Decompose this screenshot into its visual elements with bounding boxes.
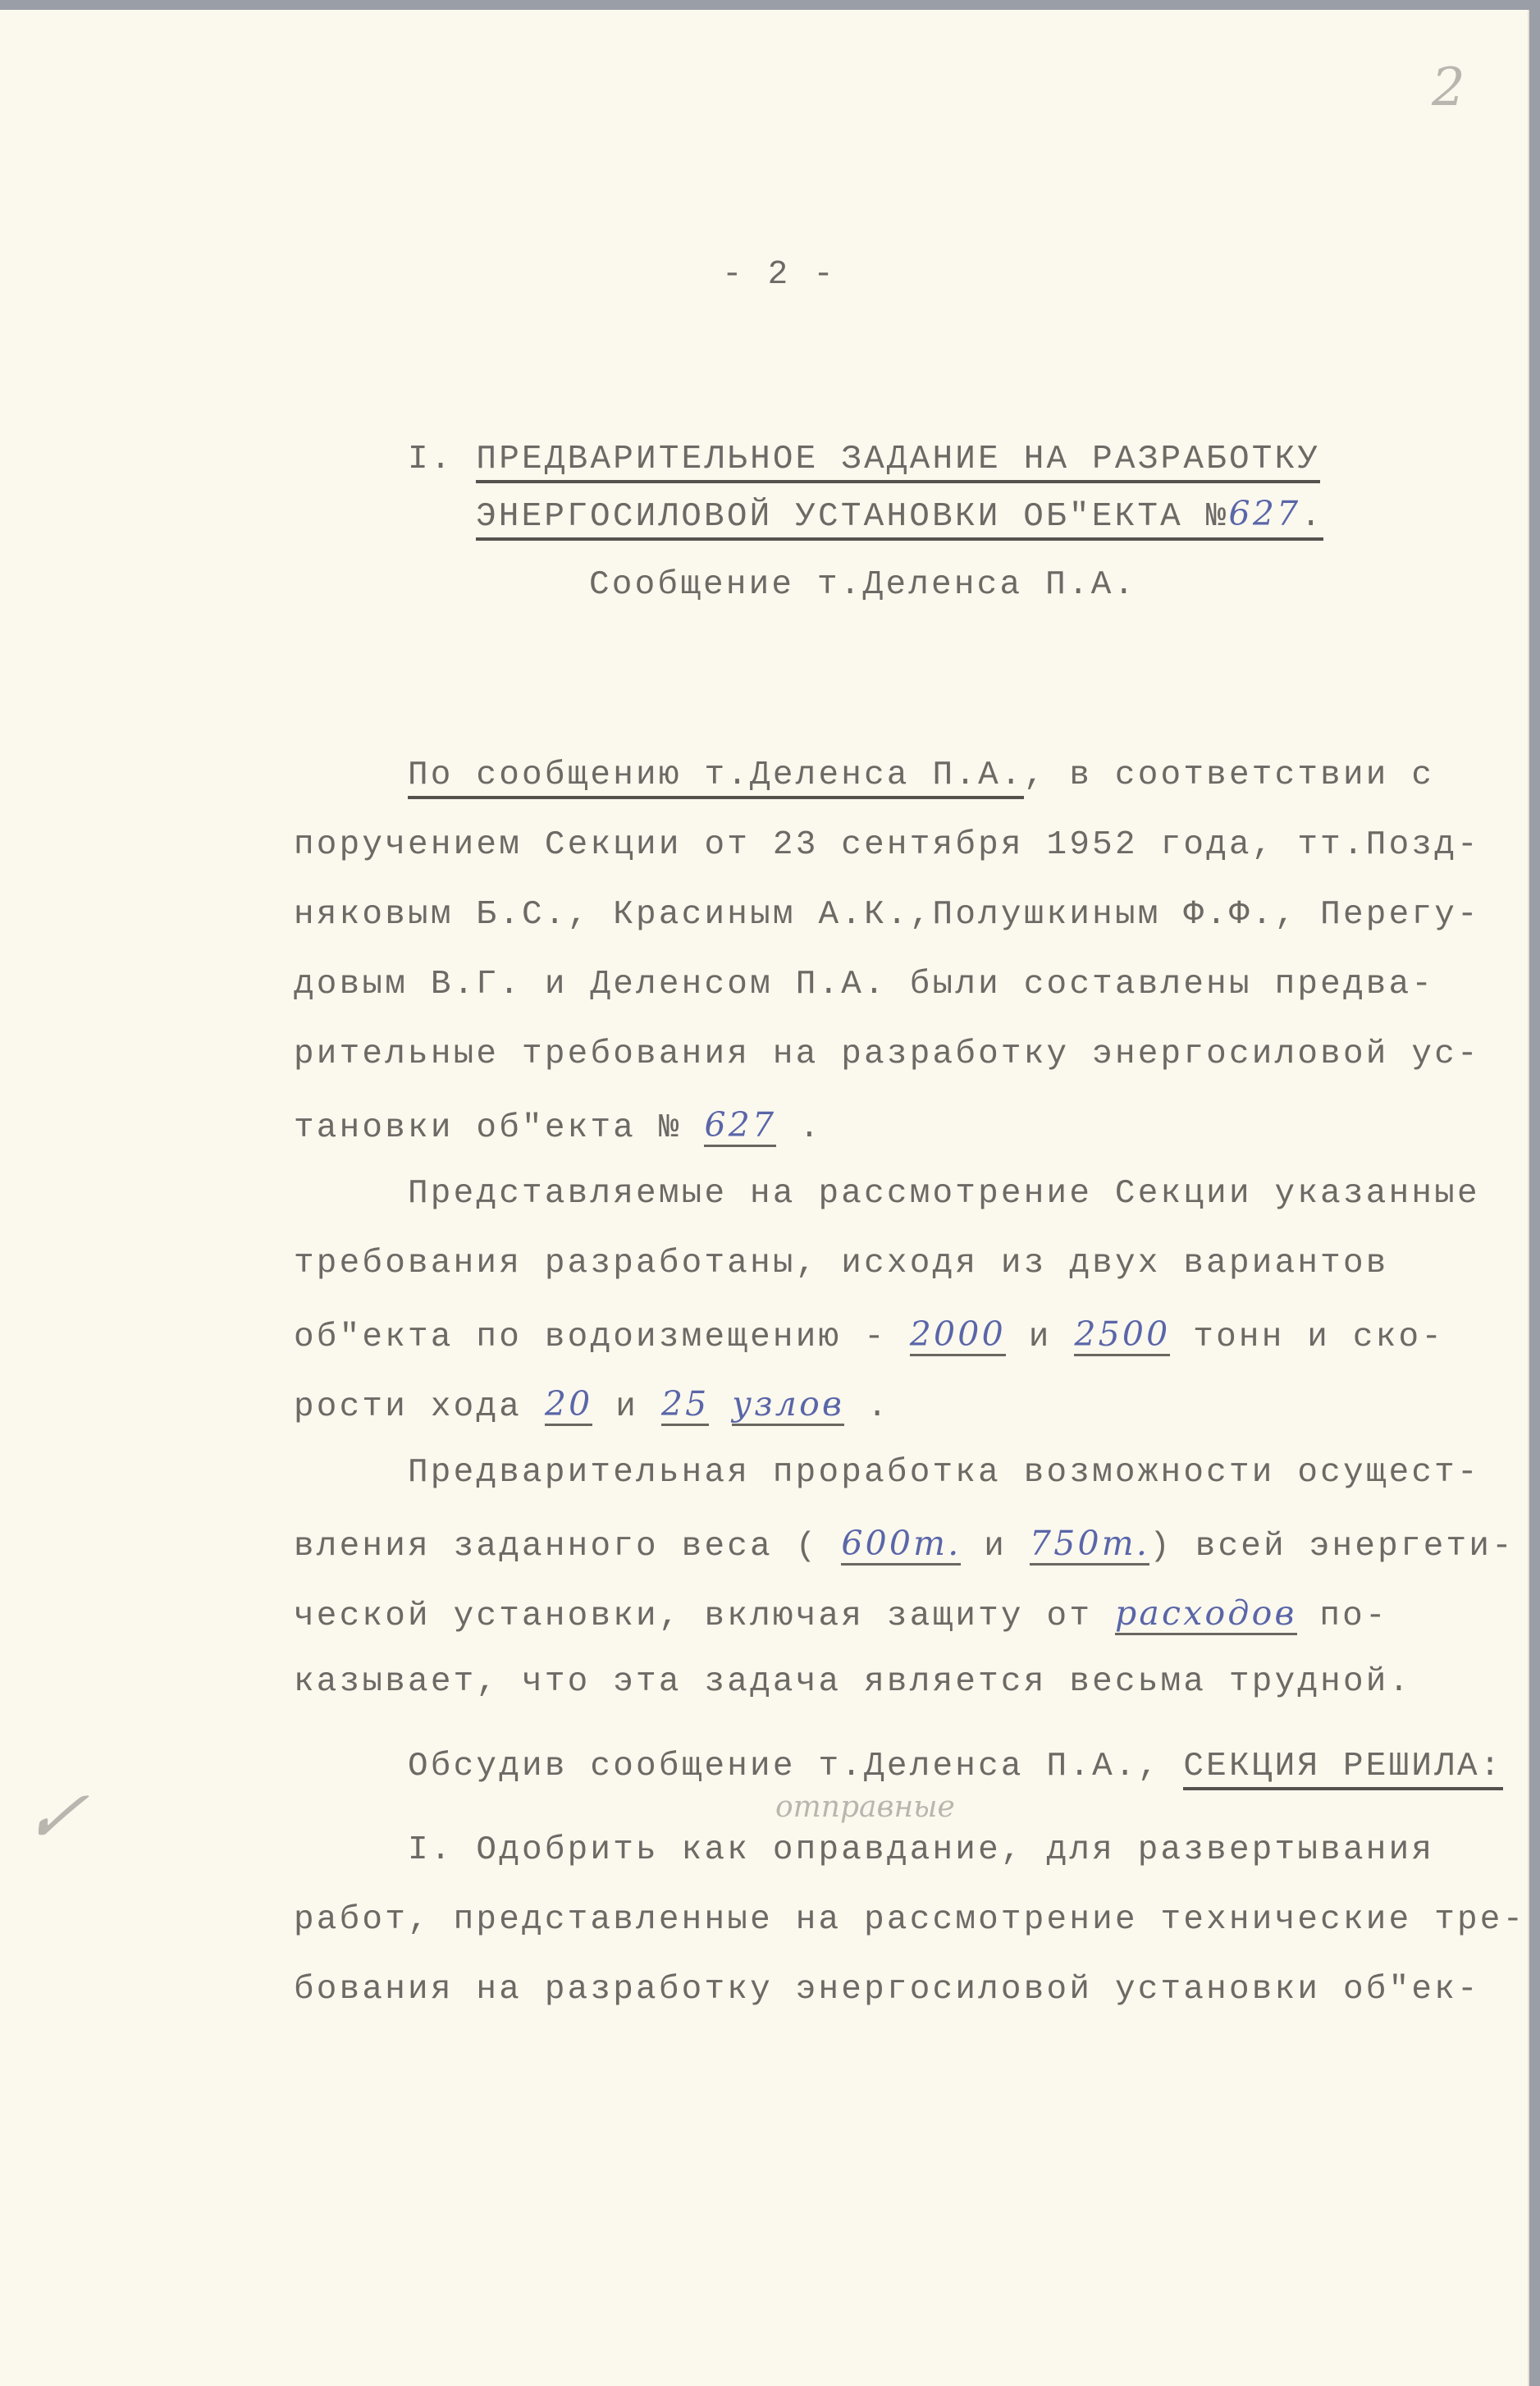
para3-line4: казывает, что эта задача является весьма трудной. <box>294 1663 1412 1701</box>
heading-line-2 <box>476 494 1323 536</box>
para1-line5: рительные требования на разработку энергосиловой ус- <box>294 1035 1480 1073</box>
typed-page-number: - 2 - <box>722 256 837 294</box>
para1-line6: тановки об"екта № 627 . <box>294 1105 822 1147</box>
para3-line1: Предварительная проработка возможности осущест- <box>408 1454 1480 1492</box>
section-decided: СЕКЦИЯ РЕШИЛА: <box>1183 1748 1502 1790</box>
decision-line3: бования на разработку энергосиловой установки об"ек- <box>294 1971 1480 2009</box>
decision-line1: I. Одобрить как оправдание, для развертывания <box>408 1831 1435 1869</box>
para3-line3: ческой установки, включая защиту от расходов по- <box>294 1593 1388 1635</box>
para2-line4: рости хода 20 и 25 узлов . <box>294 1384 890 1426</box>
heading-number: I. <box>408 441 454 478</box>
para1-line3: няковым Б.С., Красиным А.К.,Полушкиным Ф.Ф., Перегу- <box>294 896 1480 934</box>
pencil-insert: отправные <box>775 1790 955 1824</box>
subheading: Сообщение т.Деленса П.А. <box>589 566 1137 604</box>
heading-title-1: ПРЕДВАРИТЕЛЬНОЕ ЗАДАНИЕ НА РАЗРАБОТКУ <box>476 441 1320 483</box>
heading-title-2: ЭНЕРГОСИЛОВОЙ УСТАНОВКИ ОБ"ЕКТА №627. <box>476 498 1323 541</box>
handwritten-object-number: 627 <box>704 1105 776 1147</box>
para4-line1: Обсудив сообщение т.Деленса П.А., СЕКЦИЯ РЕШИЛА: <box>408 1748 1503 1785</box>
para1-line4: довым В.Г. и Деленсом П.А. были составлены предва- <box>294 966 1435 1003</box>
para2-line3: об"екта по водоизмещению - 2000 и 2500 тонн и ско- <box>294 1314 1445 1356</box>
checkmark-icon: ✓ <box>16 1774 94 1860</box>
para3-line2: вления заданного веса ( 600т. и 750т.) всей энергети- <box>294 1524 1515 1566</box>
para1-line1: По сообщению т.Деленса П.А., в соответствии с <box>408 756 1434 794</box>
document-page <box>0 10 1529 2386</box>
heading-line-1 <box>408 441 1320 478</box>
para1-line2: поручением Секции от 23 сентября 1952 года, тт.Позд- <box>294 826 1480 864</box>
para2-line1: Представляемые на рассмотрение Секции указанные <box>408 1175 1480 1213</box>
para2-line2: требования разработаны, исходя из двух вариантов <box>294 1245 1389 1282</box>
decision-line2: работ, представленные на рассмотрение технические тре- <box>294 1901 1526 1939</box>
pencil-page-number: 2 <box>1432 57 1465 118</box>
